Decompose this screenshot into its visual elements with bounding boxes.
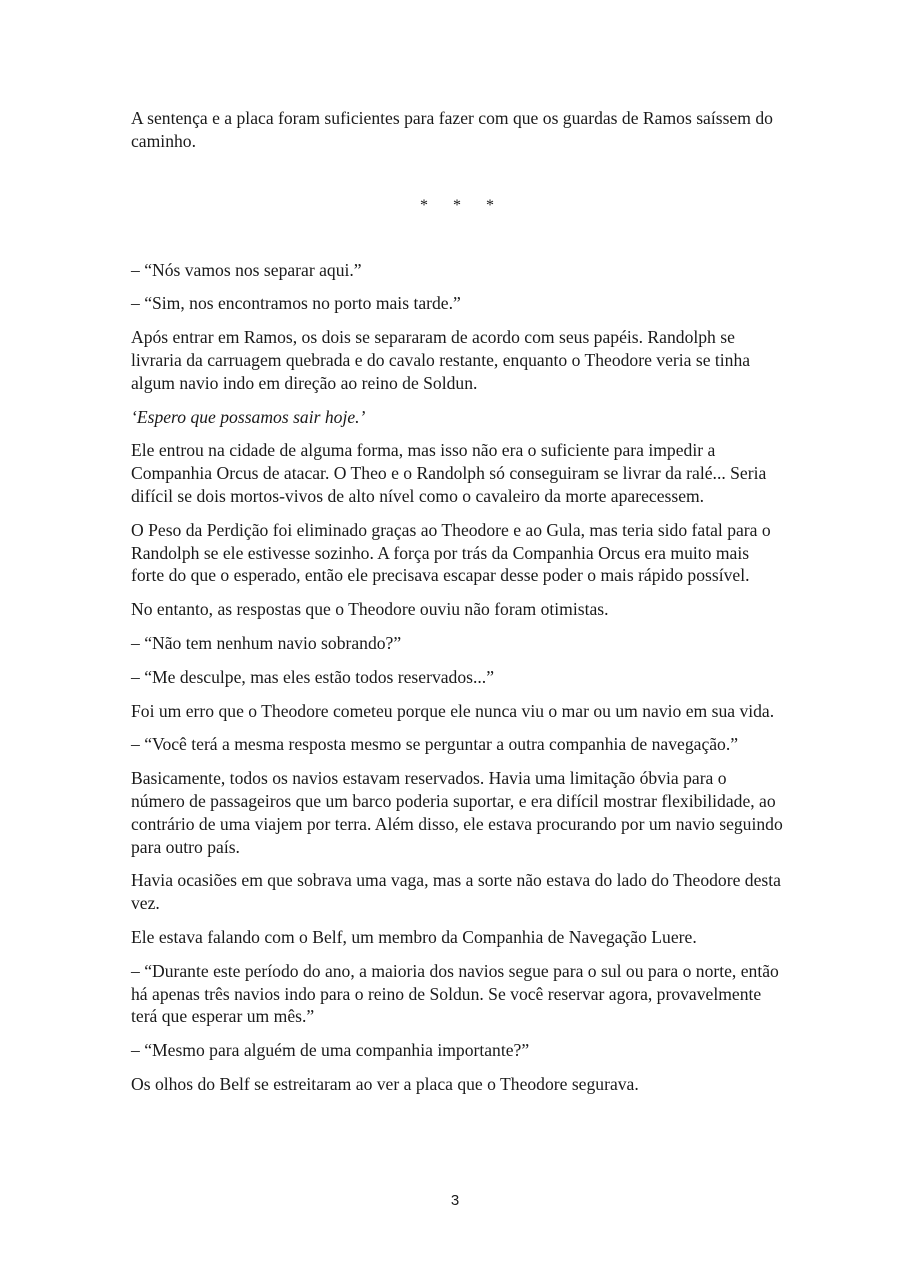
paragraph: Basicamente, todos os navios estavam reservados. Havia uma limitação óbvia para o número de passageiros que um barco poderia suportar, e era difícil mostrar flexibilidade, ao contrário de uma viajem por terra. Além disso, ele estava procurando por um navio seguindo para outro país. [131,768,783,857]
page-body [131,107,783,1096]
paragraph: Foi um erro que o Theodore cometeu porque ele nunca viu o mar ou um navio em sua vida. [131,700,775,721]
thought-line: ‘Espero que possamos sair hoje.’ [131,406,366,427]
separator-asterisk: * [453,196,461,214]
paragraph: A sentença e a placa foram suficientes para fazer com que os guardas de Ramos saíssem do caminho. [131,108,773,151]
dialogue-line: – “Você terá a mesma resposta mesmo se perguntar a outra companhia de navegação.” [131,734,739,755]
paragraph: Após entrar em Ramos, os dois se separaram de acordo com seus papéis. Randolph se livraria da carruagem quebrada e do cavalo restante, enquanto o Theodore veria se tinha algum navio indo em direção ao reino de Soldun. [131,327,751,393]
paragraph: Ele estava falando com o Belf, um membro da Companhia de Navegação Luere. [131,926,697,947]
paragraph: No entanto, as respostas que o Theodore ouviu não foram otimistas. [131,599,609,620]
paragraph: O Peso da Perdição foi eliminado graças ao Theodore e ao Gula, mas teria sido fatal para o Randolph se ele estivesse sozinho. A força por trás da Companhia Orcus era muito mais forte do que o esperado, então ele precisava escapar desse poder o mais rápido possível. [131,519,771,586]
paragraph: Ele entrou na cidade de alguma forma, mas isso não era o suficiente para impedir a Companhia Orcus de atacar. O Theo e o Randolph só conseguiram se livrar da ralé... Seria difícil se dois mortos-vivos de alto nível como o cavaleiro da morte aparecessem. [131,440,767,506]
dialogue-line: – “Mesmo para alguém de uma companhia importante?” [131,1040,530,1061]
dialogue-line: – “Durante este período do ano, a maioria dos navios segue para o sul ou para o norte, então há apenas três navios indo para o reino de Soldun. Se você reservar agora, provavelmente terá que esperar um mês.” [131,960,779,1027]
paragraph: Os olhos do Belf se estreitaram ao ver a placa que o Theodore segurava. [131,1073,639,1094]
page-number: 3 [450,1192,460,1209]
dialogue-line: – “Me desculpe, mas eles estão todos reservados...” [131,666,494,687]
scene-separator [131,195,783,217]
separator-asterisk: * [486,196,494,214]
dialogue-line: – “Não tem nenhum navio sobrando?” [131,632,402,653]
paragraph: Havia ocasiões em que sobrava uma vaga, mas a sorte não estava do lado do Theodore desta vez. [131,870,781,914]
dialogue-line: – “Sim, nos encontramos no porto mais tarde.” [131,293,461,314]
separator-asterisk: * [420,196,428,214]
dialogue-line: – “Nós vamos nos separar aqui.” [131,259,362,280]
